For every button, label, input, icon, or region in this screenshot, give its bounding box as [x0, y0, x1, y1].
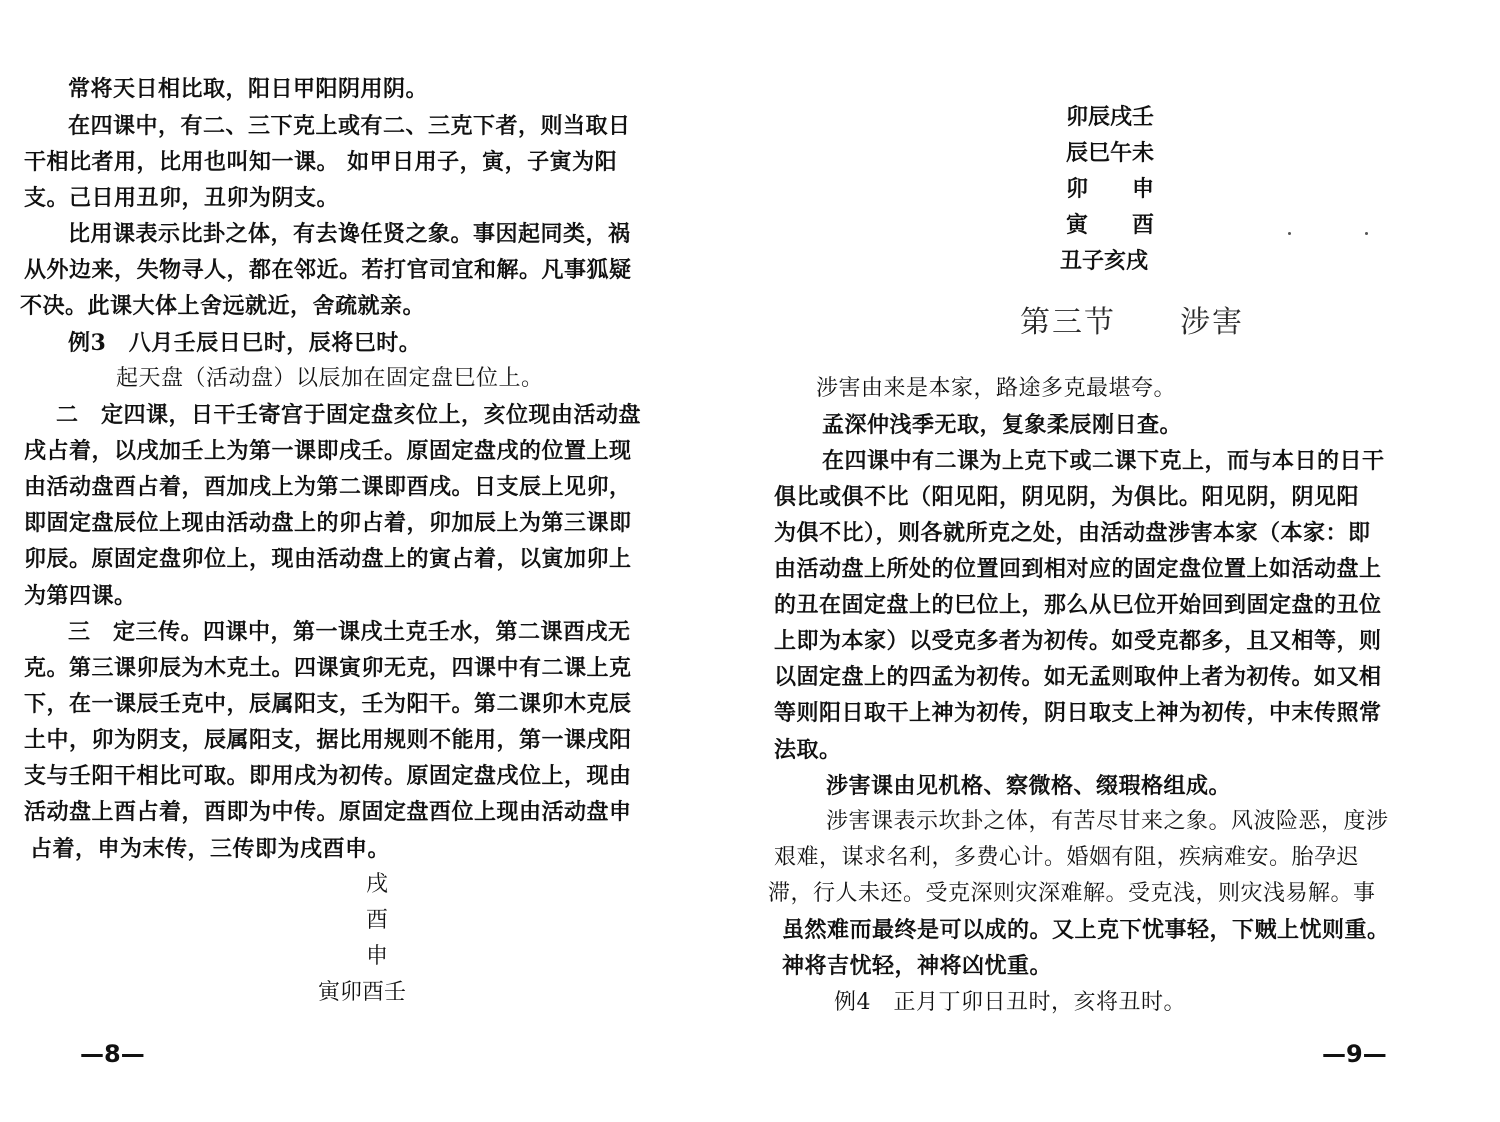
text-line: 从外边来，失物寻人，都在邻近。若打官司宜和解。凡事狐疑: [24, 257, 632, 283]
text-line: 占着，申为末传，三传即为戌酉申。: [30, 836, 391, 862]
right-page: [750, 0, 1500, 1122]
chart-line: 寅 酉: [1066, 212, 1155, 238]
text-line: 由活动盘酉占着，酉加戌上为第二课即酉戌。日支辰上见卯，: [24, 474, 632, 500]
text-line: 活动盘上酉占着，酉即为中传。原固定盘酉位上现由活动盘申: [24, 799, 632, 825]
page-number: —8—: [80, 1040, 145, 1068]
text-line: 支与壬阳干相比可取。即用戌为初传。原固定盘戌位上，现由: [24, 763, 632, 789]
text-line: 俱比或俱不比（阳见阳，阴见阴，为俱比。阳见阴，阴见阳: [774, 484, 1360, 510]
text-line: 以固定盘上的四孟为初传。如无孟则取仲上者为初传。如又相: [774, 664, 1382, 690]
chart-line: 酉: [366, 908, 389, 933]
text-line: 的丑在固定盘上的巳位上，那么从巳位开始回到固定盘的丑位: [774, 592, 1382, 618]
text-line: 即固定盘辰位上现由活动盘上的卯占着，卯加辰上为第三课即: [24, 510, 632, 536]
section-title: 第三节 涉害: [1020, 305, 1244, 340]
text-line: 卯辰。原固定盘卯位上，现由活动盘上的寅占着，以寅加卯上: [24, 546, 632, 572]
text-line: 下，在一课辰壬克中，辰属阳支，壬为阳干。第二课卯木克辰: [24, 691, 632, 717]
scan-speck: [1288, 232, 1291, 235]
text-line: 在四课中有二课为上克下或二课下克上，而与本日的日干: [822, 448, 1385, 474]
text-line: 由活动盘上所处的位置回到相对应的固定盘位置上如活动盘上: [774, 556, 1382, 582]
text-line: 艰难，谋求名利，多费心计。婚姻有阻，疾病难安。胎孕迟: [774, 845, 1360, 870]
text-line: 为俱不比），则各就所克之处，由活动盘涉害本家（本家：即: [774, 520, 1371, 546]
text-line: 滞，行人未还。受克深则灾深难解。受克浅，则灾浅易解。事: [768, 881, 1376, 906]
text-line: 比用课表示比卦之体，有去谗任贤之象。事因起同类，祸: [68, 221, 631, 247]
text-line: 常将天日相比取，阳日甲阳阴用阴。: [68, 76, 429, 102]
scan-speck: [1365, 232, 1368, 235]
text-line: 为第四课。: [24, 583, 137, 609]
text-line: 涉害课表示坎卦之体，有苦尽甘来之象。风波险恶，度涉: [826, 809, 1389, 834]
text-line: 例4 正月丁卯日丑时，亥将丑时。: [834, 990, 1186, 1015]
text-line: 戌占着，以戌加壬上为第一课即戌壬。原固定盘戌的位置上现: [24, 438, 632, 464]
text-line: 涉害课由见机格、察微格、缀瑕格组成。: [826, 773, 1232, 799]
text-line: 不决。此课大体上舍远就近，舍疏就亲。: [20, 293, 426, 319]
chart-line: 申: [366, 944, 389, 969]
text-line: 上即为本家）以受克多者为初传。如受克都多，且又相等，则: [774, 628, 1382, 654]
text-line: 三 定三传。四课中，第一课戌土克壬水，第二课酉戌无: [68, 619, 631, 645]
text-line: 起天盘（活动盘）以辰加在固定盘巳位上。: [116, 366, 544, 391]
text-line: 干相比者用，比用也叫知一课。 如甲日用子，寅，子寅为阳: [24, 149, 618, 175]
chart-line: 寅卯酉壬: [318, 980, 407, 1005]
text-line: 在四课中，有二、三下克上或有二、三克下者，则当取日: [68, 113, 631, 139]
text-line: 土中，卯为阴支，辰属阳支，据比用规则不能用，第一课戌阳: [24, 727, 632, 753]
text-line: 神将吉忧轻，神将凶忧重。: [782, 953, 1053, 979]
text-line: 孟深仲浅季无取，复象柔辰刚日查。: [822, 412, 1183, 438]
text-line: 等则阳日取干上神为初传，阴日取支上神为初传，中末传照常: [774, 700, 1382, 726]
text-line: 例3 八月壬辰日巳时，辰将巳时。: [68, 330, 422, 356]
text-line: 法取。: [774, 737, 842, 763]
chart-line: 卯 申: [1066, 176, 1155, 202]
text-line: 虽然难而最终是可以成的。又上克下忧事轻，下贼上忧则重。: [782, 917, 1390, 943]
chart-line: 丑子亥戌: [1060, 248, 1149, 274]
chart-line: 辰巳午未: [1066, 140, 1155, 166]
chart-line: 卯辰戌壬: [1066, 104, 1155, 130]
text-line: 克。第三课卯辰为木克土。四课寅卯无克，四课中有二课上克: [24, 655, 632, 681]
left-page: [0, 0, 740, 1122]
page-number: —9—: [1322, 1040, 1387, 1068]
chart-line: 戌: [366, 872, 389, 897]
text-line: 涉害由来是本家，路途多克最堪夸。: [816, 376, 1177, 401]
text-line: 二 定四课，日干壬寄宫于固定盘亥位上，亥位现由活动盘: [56, 402, 642, 428]
text-line: 支。己日用丑卯，丑卯为阴支。: [24, 185, 340, 211]
